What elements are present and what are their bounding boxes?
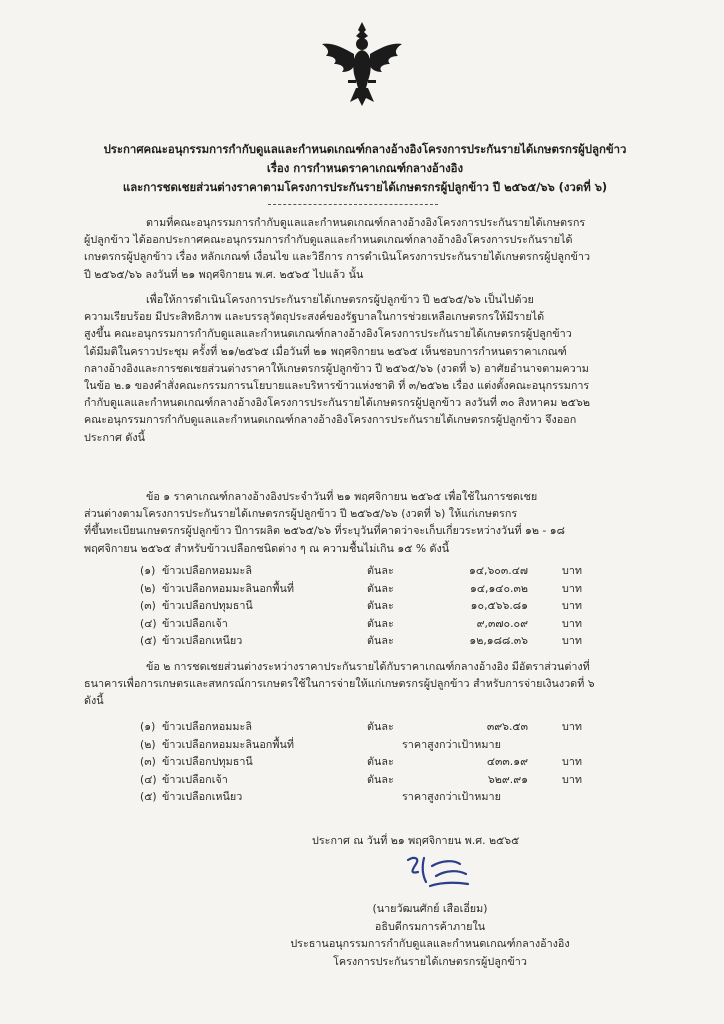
row-number: (๒) — [140, 737, 156, 751]
unit-label: ตันละ — [367, 564, 394, 577]
paragraph-line: ธนาคารเพื่อการเกษตรและสหกรณ์การเกษตรใช้ในการจ่ายให้แก่เกษตรกรผู้ปลูกข้าว สำหรับการจ่ายเงินงวดที่ ๖ — [84, 677, 595, 691]
price-value: ๑๒,๑๘๘.๓๖ — [469, 634, 528, 648]
signatory-title: ประธานอนุกรรมการกำกับดูแลและกำหนดเกณฑ์กลางอ้างอิง — [290, 937, 570, 950]
paragraph-line: ได้มีมติในคราวประชุม ครั้งที่ ๒๑/๒๕๖๕ เมื่อวันที่ ๒๑ พฤศจิกายน ๒๕๖๕ เห็นชอบการกำหนดราคาเกณฑ์ — [84, 344, 567, 358]
paragraph-line: เกษตรกรผู้ปลูกข้าว เรื่อง หลักเกณฑ์ เงื่อนไข และวิธีการ การดำเนินโครงการประกันรายได้เกษตรกรผู้ปลูกข้าว — [84, 250, 591, 264]
price-value: ๙,๓๗๐.๐๙ — [476, 616, 528, 630]
unit-label: ตันละ — [367, 581, 394, 595]
row-number: (๓) — [140, 755, 156, 769]
currency-label: บาท — [562, 599, 583, 613]
paragraph-line: ประกาศ ดังนี้ — [84, 430, 146, 444]
price-value: ๑๔,๑๔๐.๓๒ — [469, 581, 528, 595]
paragraph-clause-1 — [84, 488, 664, 557]
rice-type: ข้าวเปลือกปทุมธานี — [162, 755, 253, 769]
unit-label: ตันละ — [367, 599, 394, 613]
currency-label: บาท — [562, 634, 583, 648]
price-value: ๑๔,๖๐๓.๔๗ — [468, 564, 528, 577]
paragraph-line: กลางอ้างอิงและการชดเชยส่วนต่างราคาให้เกษตรกรผู้ปลูกข้าว ปี ๒๕๖๕/๖๖ (งวดที่ ๖) อาศัยอำนาจตามความ — [84, 361, 589, 375]
header-line-2: เรื่อง การกำหนดราคาเกณฑ์กลางอ้างอิง — [266, 161, 464, 175]
paragraph-line: ตามที่คณะอนุกรรมการกำกับดูแลและกำหนดเกณฑ์กลางอ้างอิงโครงการประกันรายได้เกษตรกร — [146, 216, 586, 229]
paragraph-line: ข้อ ๑ ราคาเกณฑ์กลางอ้างอิงประจำวันที่ ๒๑ พฤศจิกายน ๒๕๖๕ เพื่อใช้ในการชดเชย — [146, 490, 538, 503]
rice-type: ข้าวเปลือกหอมมะลิ — [162, 720, 252, 733]
paragraph-1 — [84, 214, 664, 283]
signatory-title: อธิบดีกรมการค้าภายใน — [374, 919, 486, 933]
paragraph-line: เพื่อให้การดำเนินโครงการประกันรายได้เกษตรกรผู้ปลูกข้าว ปี ๒๕๖๕/๖๖ เป็นไปด้วย — [146, 293, 534, 306]
price-value: ๓๙๖.๕๓ — [486, 720, 528, 733]
unit-label: ตันละ — [367, 720, 394, 733]
rice-type: ข้าวเปลือกเหนียว — [162, 790, 243, 804]
paragraph-line: ส่วนต่างตามโครงการประกันรายได้เกษตรกรผู้ปลูกข้าว ปี ๒๕๖๕/๖๖ (งวดที่ ๖) ให้แก่เกษตรกร — [84, 507, 518, 521]
header-line-3: และการชดเชยส่วนต่างราคาตามโครงการประกันรายได้เกษตรกรผู้ปลูกข้าว ปี ๒๕๖๕/๖๖ (งวดที่ ๖) — [122, 180, 608, 194]
paragraph-line: กำกับดูแลและกำหนดเกณฑ์กลางอ้างอิงโครงการประกันรายได้เกษตรกรผู้ปลูกข้าว ลงวันที่ ๓๐ สิงหาคม ๒๕๖๒ — [84, 396, 590, 410]
price-value: ๔๓๓.๑๙ — [486, 755, 528, 769]
row-number: (๕) — [140, 790, 157, 804]
row-number: (๕) — [140, 634, 157, 648]
announcement-header — [60, 140, 670, 197]
header-line-1: ประกาศคณะอนุกรรมการกำกับดูแลและกำหนดเกณฑ์กลางอ้างอิงโครงการประกันรายได้เกษตรกรผู้ปลูกข้าว — [103, 142, 627, 156]
paragraph-line: ในข้อ ๒.๑ ของคำสั่งคณะกรรมการนโยบายและบริหารข้าวแห่งชาติ ที่ ๓/๒๕๖๒ เรื่อง แต่งตั้งคณะอนุกรรมการ — [84, 379, 590, 393]
signatory-name: (นายวัฒนศักย์ เสือเอี่ยม) — [372, 902, 488, 915]
row-number: (๓) — [140, 599, 156, 613]
paragraph-line: คณะอนุกรรมการกำกับดูแลและกำหนดเกณฑ์กลางอ้างอิงโครงการประกันรายได้เกษตรกรผู้ปลูกข้าว จึงออก — [84, 413, 577, 427]
unit-label: ตันละ — [367, 634, 394, 648]
price-value: ๖๒๙.๙๑ — [487, 772, 528, 786]
garuda-emblem-icon — [318, 18, 406, 110]
paragraph-line: ปี ๒๕๖๕/๖๖ ลงวันที่ ๒๑ พฤศจิกายน พ.ศ. ๒๕๖๕ ไปแล้ว นั้น — [84, 267, 364, 281]
currency-label: บาท — [562, 772, 583, 786]
rice-type: ข้าวเปลือกเหนียว — [162, 634, 243, 648]
row-number: (๒) — [140, 581, 156, 595]
rice-type: ข้าวเปลือกหอมมะลิ — [162, 564, 252, 577]
unit-label: ตันละ — [367, 616, 394, 630]
rice-type: ข้าวเปลือกเจ้า — [162, 772, 228, 786]
row-number: (๑) — [140, 720, 156, 733]
row-number: (๔) — [140, 616, 157, 630]
currency-label: บาท — [562, 581, 583, 595]
paragraph-line: ข้อ ๒ การชดเชยส่วนต่างระหว่างราคาประกันรายได้กับราคาเกณฑ์กลางอ้างอิง มีอัตราส่วนต่างที่ — [146, 660, 590, 673]
paragraph-line: สูงขึ้น คณะอนุกรรมการกำกับดูแลและกำหนดเกณฑ์กลางอ้างอิงโครงการประกันรายได้เกษตรกรผู้ปลูกข้าว — [84, 327, 572, 341]
currency-label: บาท — [562, 720, 583, 733]
rice-type: ข้าวเปลือกหอมมะลินอกพื้นที่ — [162, 581, 294, 595]
rice-type: ข้าวเปลือกหอมมะลินอกพื้นที่ — [162, 737, 294, 751]
currency-label: บาท — [562, 564, 583, 577]
rice-type: ข้าวเปลือกเจ้า — [162, 616, 228, 630]
header-divider — [268, 204, 438, 205]
unit-label: ตันละ — [367, 772, 394, 786]
signatory-block — [280, 900, 580, 970]
paragraph-line: ดังนี้ — [84, 694, 104, 708]
paragraph-line: ความเรียบร้อย มีประสิทธิภาพ และบรรลุวัตถุประสงค์ของรัฐบาลในการช่วยเหลือเกษตรกรให้มีรายได้ — [84, 310, 545, 324]
price-value: ๑๐,๕๖๖.๘๑ — [470, 599, 528, 613]
signatory-title: โครงการประกันรายได้เกษตรกรผู้ปลูกข้าว — [333, 954, 527, 968]
paragraph-line: ผู้ปลูกข้าว ได้ออกประกาศคณะอนุกรรมการกำกับดูแลและกำหนดเกณฑ์กลางอ้างอิงโครงการประกันรายได้ — [84, 233, 573, 247]
rice-type: ข้าวเปลือกปทุมธานี — [162, 599, 253, 613]
paragraph-2 — [84, 291, 664, 446]
announcement-date: ประกาศ ณ วันที่ ๒๑ พฤศจิกายน พ.ศ. ๒๕๖๕ — [312, 834, 520, 847]
currency-label: บาท — [562, 616, 583, 630]
above-target-note: ราคาสูงกว่าเป้าหมาย — [402, 737, 501, 751]
row-number: (๔) — [140, 772, 157, 786]
row-number: (๑) — [140, 564, 156, 577]
paragraph-line: พฤศจิกายน ๒๕๖๕ สำหรับข้าวเปลือกชนิดต่าง ๆ ณ ความชื้นไม่เกิน ๑๕ % ดังนี้ — [84, 541, 450, 555]
currency-label: บาท — [562, 755, 583, 769]
paragraph-line: ที่ขึ้นทะเบียนเกษตรกรผู้ปลูกข้าว ปีการผลิต ๒๕๖๕/๖๖ ที่ระบุวันที่คาดว่าจะเก็บเกี่ยวระหว่างวันที่ ๑๒ - ๑๘ — [84, 524, 565, 538]
above-target-note: ราคาสูงกว่าเป้าหมาย — [402, 790, 501, 804]
unit-label: ตันละ — [367, 755, 394, 769]
handwritten-signature — [402, 852, 474, 892]
paragraph-clause-2 — [84, 658, 664, 710]
